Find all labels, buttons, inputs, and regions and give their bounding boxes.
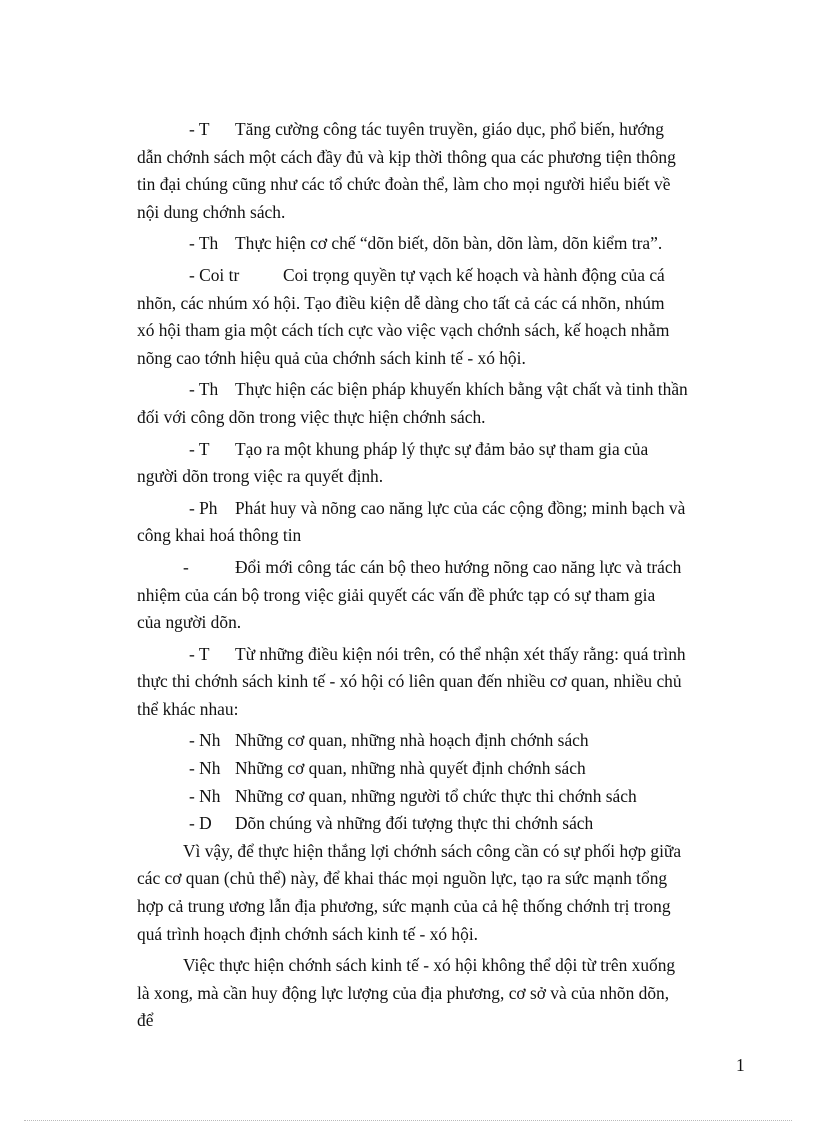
bullet-marker: - T: [189, 119, 210, 139]
paragraph-line: là xong, mà cần huy động lực lượng của địa phương, cơ sở và của nhõn dõn,: [137, 982, 670, 1003]
list-item-line: nội dung chớnh sách.: [137, 201, 286, 222]
bullet-marker: - Coi tr: [189, 264, 240, 285]
bullet-marker: - Ph: [189, 497, 218, 518]
list-item-line: đối với công dõn trong việc thực hiện chớnh sách.: [137, 406, 486, 427]
list-item-line: xó hội tham gia một cách tích cực vào việc vạch chớnh sách, kế hoạch nhằm: [137, 320, 670, 341]
list-item-line: của người dõn.: [137, 612, 242, 633]
bullet-marker: - T: [189, 643, 210, 664]
list-item-line: nhõn, các nhúm xó hội. Tạo điều kiện dễ dàng cho tất cả các cá nhõn, nhúm: [137, 292, 665, 313]
paragraph-line: để: [137, 1010, 154, 1031]
list-item-line: tin đại chúng cũng như các tổ chức đoàn thể, làm cho mọi người hiểu biết về: [137, 174, 671, 195]
list-item-line: Từ những điều kiện nói trên, có thể nhận xét thấy rằng: quá trình: [235, 643, 686, 664]
list-item: [137, 230, 740, 258]
list-item-line: Đổi mới công tác cán bộ theo hướng nõng cao năng lực và trách: [235, 556, 682, 577]
bullet-marker: - Nh: [189, 730, 221, 751]
list-item-line: thực thi chớnh sách kinh tế - xó hội có liên quan đến nhiều cơ quan, nhiều chủ: [137, 671, 682, 692]
list-item-line: Tăng cường công tác tuyên truyền, giáo dục, phổ biến, hướng: [235, 119, 664, 139]
list-item-line: Những cơ quan, những người tổ chức thực thi chớnh sách: [235, 785, 637, 806]
paragraph-line: hợp cả trung ương lẫn địa phương, sức mạnh của cả hệ thống chớnh trị trong: [137, 896, 671, 917]
bullet-marker: - Th: [189, 379, 219, 400]
list-item: [137, 116, 740, 226]
list-item-line: Phát huy và nõng cao năng lực của các cộng đồng; minh bạch và: [235, 497, 686, 518]
bullet-marker: -: [183, 556, 189, 577]
list-item-line: Những cơ quan, những nhà quyết định chớnh sách: [235, 758, 586, 779]
list-item-line: người dõn trong việc ra quyết định.: [137, 466, 384, 487]
list-item: [137, 376, 740, 431]
list-item-line: Dõn chúng và những đối tượng thực thi chớnh sách: [235, 813, 594, 834]
list-item: [137, 641, 740, 724]
page-number: 1: [736, 1055, 745, 1075]
list-item-line: Coi trọng quyền tự vạch kế hoạch và hành động của cá: [283, 264, 665, 285]
list-item-line: nõng cao tớnh hiệu quả của chớnh sách kinh tế - xó hội.: [137, 347, 526, 368]
list-item-line: dẫn chớnh sách một cách đầy đủ và kịp thời thông qua các phương tiện thông: [137, 146, 676, 167]
bullet-marker: - Nh: [189, 758, 221, 779]
list-item-line: Những cơ quan, những nhà hoạch định chớnh sách: [235, 730, 589, 751]
bullet-marker: - D: [189, 813, 212, 834]
list-item-line: thể khác nhau:: [137, 698, 239, 719]
paragraph: [137, 952, 740, 1035]
list-item: [137, 755, 740, 783]
paragraph: [137, 838, 740, 948]
paragraph-line: quá trình hoạch định chớnh sách kinh tế - xó hội.: [137, 923, 478, 944]
list-item: [137, 436, 740, 491]
list-item: [137, 495, 740, 550]
paragraph-line: Vì vậy, để thực hiện thắng lợi chớnh sách công cần có sự phối hợp giữa: [183, 840, 682, 861]
bullet-marker: - T: [189, 438, 210, 459]
list-item: [137, 554, 740, 637]
paragraph-line: các cơ quan (chủ thể) này, để khai thác mọi nguồn lực, tạo ra sức mạnh tổng: [137, 868, 668, 889]
bullet-marker: - Nh: [189, 785, 221, 806]
list-item-line: Thực hiện các biện pháp khuyến khích bằng vật chất và tinh thần: [235, 379, 688, 400]
list-item: [137, 783, 740, 811]
list-item-line: Thực hiện cơ chế “dõn biết, dõn bàn, dõn làm, dõn kiểm tra”.: [235, 233, 663, 254]
page-bottom-divider: [24, 1120, 792, 1121]
list-item-line: Tạo ra một khung pháp lý thực sự đảm bảo sự tham gia của: [235, 438, 649, 459]
paragraph-line: Việc thực hiện chớnh sách kinh tế - xó hội không thể dội từ trên xuống: [183, 955, 676, 976]
body-text: [137, 116, 740, 1035]
list-item: [137, 262, 740, 372]
list-item-line: nhiệm của cán bộ trong việc giải quyết các vấn đề phức tạp có sự tham gia: [137, 584, 656, 605]
list-item-line: công khai hoá thông tin: [137, 525, 302, 546]
list-item: [137, 727, 740, 755]
bullet-marker: - Th: [189, 233, 219, 254]
list-item: [137, 810, 740, 838]
